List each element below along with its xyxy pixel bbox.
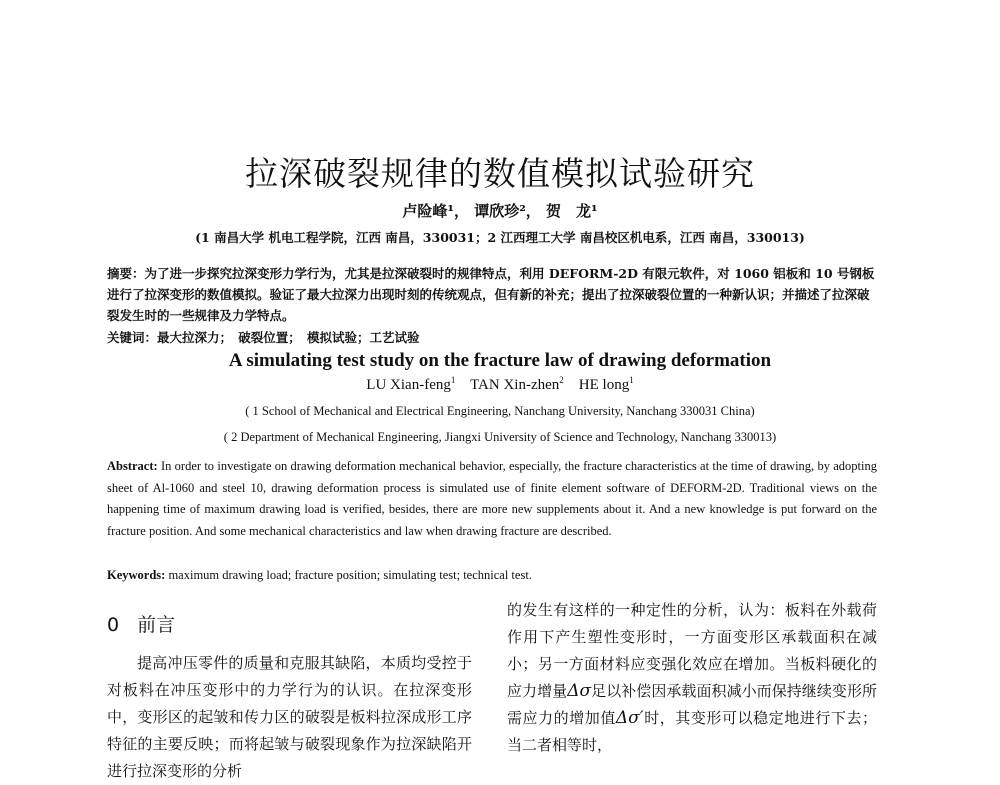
delta-sigma-symbol: Δσ [567, 681, 592, 701]
english-abstract [107, 456, 877, 542]
chinese-keywords-text: 最大拉深力； 破裂位置； 模拟试验；工艺试验 [157, 330, 420, 345]
chinese-keywords [107, 327, 877, 348]
english-keywords [107, 565, 877, 586]
chinese-abstract-text: 为了进一步探究拉深变形力学行为，尤其是拉深破裂时的规律特点，利用 DEFORM-2D 有限元软件，对 1060 铝板和 10 号钢板进行了拉深变形的数值模拟。验证了最大拉深力出现时刻的传统观点，但有新的补充；提出了拉深破裂位置的一种新认识；并描述了拉深破裂发生时的一些规律及力学特点。 [107, 266, 875, 323]
section-title: 前言 [137, 614, 176, 636]
chinese-title: 拉深破裂规律的数值模拟试验研究 [245, 154, 755, 193]
author-affiliation-mark: 2 [559, 375, 564, 385]
english-author-name: HE long [578, 377, 630, 393]
left-column [107, 650, 472, 785]
english-affiliation-2: ( 2 Department of Mechanical Engineering, Jiangxi University of Science and Technology, Nanchang 330013) [223, 430, 777, 444]
section-number: 0 [107, 614, 120, 636]
chinese-authors: 卢险峰¹， 谭欣珍²， 贺 龙¹ [402, 202, 598, 220]
english-abstract-label: Abstract: [107, 459, 158, 473]
section-heading [107, 610, 175, 637]
english-authors [0, 375, 1000, 394]
author-affiliation-mark: 1 [450, 375, 456, 385]
right-column [507, 597, 877, 759]
english-abstract-text: In order to investigate on drawing deformation mechanical behavior, especially, the fracture characteristics at the time of drawing, by adopting sheet of Al-1060 and steel 10, drawing deformation process is simulated use of finite element software of DEFORM-2D. Traditional views on the happening time of maximum drawing load is verified, besides, there are more new supplements about it. And a new knowledge is put forward on the fracture position. And some mechanical characteristics and law when drawing fracture are described. [107, 459, 877, 538]
chinese-affiliations: (1 南昌大学 机电工程学院，江西 南昌，330031；2 江西理工大学 南昌校区机电系，江西 南昌，330013) [195, 230, 805, 245]
right-column-text-3: 时，其变形可以稳定地进行下去；当二者相等时， [507, 709, 877, 754]
english-title: A simulating test study on the fracture law of drawing deformation [228, 350, 772, 371]
right-column-text-1: 的发生有这样的一种定性的分析，认为：板料在外载荷作用下产生塑性变形时，一方面变形区承载面积在减小；另一方面材料应变强化效应在增加。当板料硬化的应力增量 [507, 601, 877, 700]
english-keywords-label: Keywords: [107, 568, 166, 582]
chinese-keywords-label: 关键词： [107, 330, 158, 345]
english-affiliation-1: ( 1 School of Mechanical and Electrical Engineering, Nanchang University, Nanchang 330031 China) [245, 404, 755, 418]
author-affiliation-mark: 1 [629, 375, 634, 385]
english-keywords-text: maximum drawing load; fracture position; simulating test; technical test. [168, 568, 532, 582]
right-column-text-2: 足以补偿因承载面积减小而保持继续变形所需应力的增加值 [507, 682, 877, 727]
introduction-paragraph: 提高冲压零件的质量和克服其缺陷，本质均受控于对板料在冲压变形中的力学行为的认识。在拉深变形中，变形区的起皱和传力区的破裂是板料拉深成形工序特征的主要反映；而将起皱与破裂现象作为拉深缺陷开进行拉深变形的分析 [107, 654, 472, 780]
english-author-name: LU Xian-feng [366, 377, 451, 393]
chinese-abstract [107, 263, 877, 326]
english-author-name: TAN Xin-zhen [470, 377, 560, 393]
chinese-abstract-label: 摘要： [107, 266, 145, 281]
delta-sigma-prime-symbol: Δσ′ [615, 708, 644, 728]
